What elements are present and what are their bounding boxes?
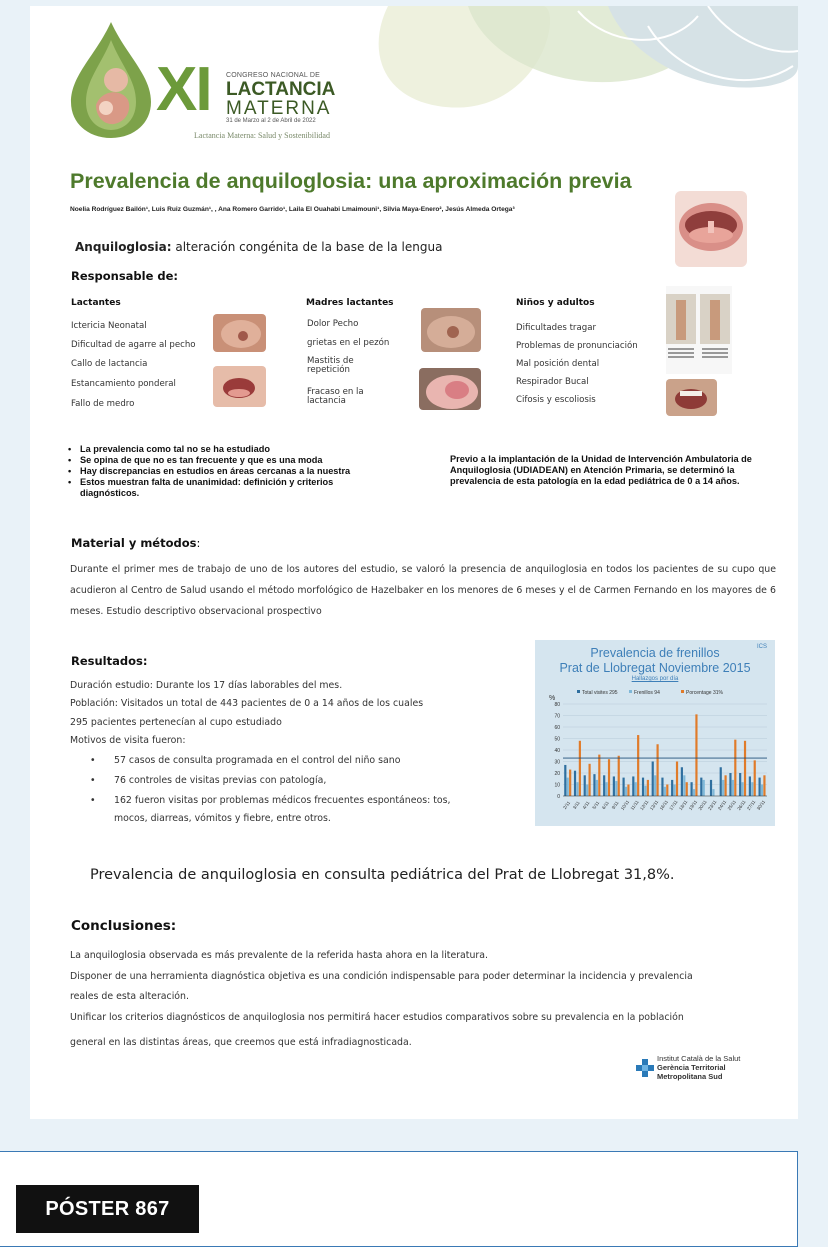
conclusion-line: reales de esta alteración. [70,991,189,1002]
y-tick-label: 50 [554,736,560,743]
x-tick-label: 23/11 [707,799,718,812]
column-header-lactantes: Lactantes [71,298,121,308]
bar [608,759,610,796]
bar [652,762,654,797]
posture-figure [666,286,732,374]
bar [671,780,673,796]
bar [584,775,586,796]
x-tick-label: 5/11 [591,800,601,811]
x-tick-label: 4/11 [581,800,591,811]
bar [754,760,756,796]
responsible-heading: Responsable de: [71,269,179,283]
bar [654,775,656,796]
bar [593,774,595,796]
bar [751,782,753,796]
bar [661,778,663,796]
bar [674,785,676,797]
list-item: Mastitis de repetición [307,356,354,376]
bar [579,741,581,796]
institution-line3: Metropolitana Sud [657,1072,723,1081]
chart-subtitle: Prat de Llobregat Noviembre 2015 [559,661,751,675]
bar [642,778,644,796]
results-bullet-text: 57 casos de consulta programada en el control del niño sano [114,755,401,766]
y-tick-label: 20 [554,771,560,777]
results-bullet-text: 162 fueron visitas por problemas médicos frecuentes espontáneos: tos, [114,795,451,806]
bar [576,782,578,796]
chart-plot [535,640,775,826]
results-line: 295 pacientes pertenecían al cupo estudiado [70,717,282,728]
methods-text: Durante el primer mes de trabajo de uno de los autores del estudio, se valoró la presencia de anquiloglosia en todos los pacientes de su cupo que acudieron al Centro de Salud usando el método morfológico de Hazelbaker en los menores de 6 meses y el de Carmen Fernando en los mayores de 6 meses. Estudio descriptivo observacional prospectivo [70,564,776,617]
bar [586,785,588,797]
x-tick-label: 13/11 [648,799,660,812]
bar [695,714,697,796]
y-tick-label: 70 [554,713,560,720]
congress-tagline: Lactancia Materna: Salud y Sostenibilidad [194,131,330,140]
x-tick-label: 2/11 [562,800,572,811]
legend-label: Frenillos 94 [634,690,660,696]
bar [761,785,763,797]
x-tick-label: 18/11 [678,799,689,812]
list-item: Mal posición dental [516,359,600,369]
chart-corner-logo: ICS [756,644,767,650]
bar [703,780,705,796]
objective-text: Previo a la implantación de la Unidad de Intervención Ambulatoria de Anquiloglosia (UDIADEAN) en Atención Primaria, se determinó la prevalencia de esta patología en la edad pediátrica de 0 a 14 años. [450,454,752,486]
bar [657,744,659,796]
conclusion-line: Disponer de una herramienta diagnóstica objetiva es una condición indispensable para poder determinar la incidencia y prevalencia [70,971,693,982]
x-tick-label: 9/11 [610,800,620,811]
bar [693,789,695,796]
bar [606,782,608,796]
y-tick-label: 10 [554,782,560,789]
y-tick-label: 80 [554,702,560,708]
bar [732,780,734,796]
legend-swatch [577,690,580,693]
bar [681,767,683,796]
header-decoration [348,6,798,126]
child-mouth-photo [666,379,717,416]
authors: Noelia Rodríguez Bailón¹, Luis Ruiz Guzmán¹, , Ana Romero Garrido¹, Laila El Ouahabi Lmaimouni¹, Silvia Maya-Enero², Jesús Almeda Ortega³ [70,206,515,213]
poster: XI CONGRESO NACIONAL DE LACTANCIA MATERNA 31 de Marzo al 2 de Abril de 2022 Lactancia Materna: Salud y Sostenibilidad Prevalencia de anquiloglosia: una aproximación previa Noelia Rodríguez Bailón¹, Luis Ruiz Guzmán¹, , Ana Romero Garrido¹, Laila El Ouahabi Lmaimouni¹, Silvia Maya-Enero², Jesús Almeda Ortega³ Anquiloglosia: alteración congénita de la base de la lengua Responsable de: Lactantes Ictericia Neonatal Dificultad de agarre al pecho Callo de lactancia Estancamiento ponderal Fallo de medro Madres lactantes Dolor Pecho grietas en el pezón Mastitis de repetición Fracaso en la lactancia Niños y adultos Dificultades tragar Problemas de pronunciación Mal posición dental Respirador Bucal Cifosis y escoliosis • La prevalencia como tal no se ha estudiado • Se opina de que no es tan frecuente y que es una moda • Hay discrepancias en estudios en áreas cercanas a la nuestra • Estos muestran falta de unanimidad: definición y criterios diagnósticos. Previo a la implantación de la Unidad de Intervención Ambulatoria de Anquiloglosia (UDIADEAN) en Atención Primaria, se determinó la prevalencia de esta patología en la edad pediátrica de 0 a 14 años. Material y métodos: Durante el primer mes de trabajo de uno de los autores del estudio, se valoró la presencia de anquiloglosia en todos los pacientes de su cupo que acudieron al Centro de Salud usando el método morfológico de Hazelbaker en los menores de 6 meses y el de Carmen Fernando en los mayores de 6 meses. Estudio descriptivo observacional prospectivo Resultados: Duración estudio: Durante los 17 días laborables del mes. Población: Visitados un total de 443 pacientes de 0 a 14 años de los cuales 295 pacientes pertenecían al cupo estudiado Motivos de visita fueron: • 57 casos de consulta programada en el control del niño sano • 76 controles de visitas previas con patología, • 162 fueron visitas por problemas médicos frecuentes espontáneos: tos, mocos, diarreas, vómitos y fiebre, entre otros. Prevalencia de frenillos Prat de Llobregat Noviembre 2015 Hallazgos por día ICS Total visites 295 Frenillos 94 Porcentage 31% % 0 10 20 30 40 50 60 70 80 2/11 3/11 4/11 5/11 6/11 9/11 10/11 11/11 12/11 13/11 16/11 17/11 18/11 19/11 20/11 23/11 24/11 25/11 26/11 27/11 30/11 Prevalencia de anquiloglosia en consulta pediátrica del Prat de Llobregat 31,8%. Conclusiones: La anquiloglosia observada es más prevalente de la referida hasta ahora en la literatura. Disponer de una herramienta diagnóstica objetiva es una condición indispensable para poder determinar la incidencia y prevalencia reales de esta alteración. Unificar los criterios diagnósticos de anquiloglosia nos permitirá hacer estudios comparativos sobre su prevalencia en la población general en las distintas áreas, que creemos que está infradiagnosticada. Institut Català de la Salut Gerència Territorial Metropolitana Sud [30,6,798,1119]
bar [618,756,620,796]
bar [596,780,598,796]
bar [627,785,629,797]
legend-label: Total visites 295 [582,690,618,696]
breast-photo [213,314,266,352]
conclusion-line: Unificar los criterios diagnósticos de anquiloglosia nos permitirá hacer estudios comparativos sobre su prevalencia en la población [70,1012,684,1023]
bar [632,776,634,796]
health-cross-icon [635,1058,655,1078]
bar [615,781,617,796]
x-tick-label: 25/11 [726,799,737,812]
legend-swatch [629,690,632,693]
list-item: • Estos muestran falta de unanimidad: definición y criterios diagnósticos. [68,477,388,499]
y-tick-label: 40 [554,748,560,754]
chart-link[interactable]: Hallazgos por día [631,676,679,682]
institution-line1: Institut Català de la Salut [657,1054,741,1063]
poster-number-label: PÓSTER 867 [16,1185,199,1233]
bar [710,780,712,796]
bar [722,780,724,796]
bar [647,780,649,796]
list-item: • Se opina de que no es tan frecuente y que es una moda [68,455,388,466]
prevalence-chart [535,640,775,826]
list-item: Callo de lactancia [71,359,148,369]
list-item: Fracaso en la lactancia [307,387,364,407]
y-tick-label: 0 [557,794,560,800]
nipple-photo [421,308,481,352]
x-tick-label: 3/11 [571,800,581,811]
bar [739,773,741,796]
list-item: Fallo de medro [71,399,135,409]
bar [603,775,605,796]
tongue-tie-photo [675,191,747,267]
bar [683,775,685,796]
bar [644,786,646,796]
y-tick-label: 30 [554,759,560,766]
congress-line3: MATERNA [226,98,332,119]
bar [635,782,637,796]
bar [712,789,714,796]
institution-line2: Gerència Territorial [657,1063,726,1072]
list-item: Ictericia Neonatal [71,321,147,331]
bar [734,740,736,796]
bar [763,775,765,796]
x-tick-label: 30/11 [755,799,767,812]
results-line: Población: Visitados un total de 443 pacientes de 0 a 14 años de los cuales [70,698,424,709]
y-tick-label: 60 [554,725,560,731]
bar [729,773,731,796]
bar [700,778,702,796]
legend-label: Porcentage 31% [686,690,723,696]
x-tick-label: 10/11 [619,799,631,812]
list-item: • La prevalencia como tal no se ha estudiado [68,444,388,455]
conclusion-line: general en las distintas áreas, que creemos que está infradiagnosticada. [70,1037,412,1048]
bar [666,785,668,797]
list-item: Dificultad de agarre al pecho [71,340,196,350]
x-tick-label: 6/11 [601,800,610,811]
poster-title: Prevalencia de anquiloglosia: una aproximación previa [70,169,632,193]
bar [720,767,722,796]
column-header-madres: Madres lactantes [306,298,394,308]
list-item: Dolor Pecho [307,319,359,329]
mother-child-drop-icon [66,20,156,140]
conclusions-heading: Conclusiones: [71,918,177,934]
bar [567,778,569,796]
legend-swatch [681,690,684,693]
results-bullet-text: 76 controles de visitas previas con patología, [114,775,327,786]
methods-heading-colon: : [196,536,201,550]
x-tick-label: 16/11 [658,799,669,812]
bar [613,776,615,796]
x-tick-label: 24/11 [716,799,728,812]
list-item: Respirador Bucal [516,377,589,387]
list-item: Cifosis y escoliosis [516,395,596,405]
main-result: Prevalencia de anquiloglosia en consulta pediátrica del Prat de Llobregat 31,8%. [90,867,675,883]
bar [686,782,688,796]
baby-mouth-photo [213,366,266,407]
background-bullets [68,444,388,499]
x-tick-label: 20/11 [697,799,708,812]
bar [676,762,678,797]
list-item: • Hay discrepancias en estudios en áreas cercanas a la nuestra [68,466,388,477]
list-item: Dificultades tragar [516,323,596,333]
methods-heading-text: Material y métodos [71,536,197,550]
x-tick-label: 11/11 [629,799,640,811]
congress-dates: 31 de Marzo al 2 de Abril de 2022 [226,118,316,124]
bar [598,755,600,796]
results-bullet-text: mocos, diarreas, vómitos y fiebre, entre otros. [114,813,331,824]
column-header-ninos: Niños y adultos [516,298,595,308]
bar [569,770,571,796]
list-item: grietas en el pezón [307,338,390,348]
bar [589,764,591,796]
congress-roman-numeral: XI [156,55,211,124]
y-axis-label: % [549,695,556,702]
bar [574,771,576,796]
bar [637,735,639,796]
methods-heading [71,536,200,550]
x-tick-label: 12/11 [639,799,650,812]
x-tick-label: 27/11 [746,799,757,812]
bar [742,782,744,796]
list-item: Problemas de pronunciación [516,341,638,351]
bar [664,787,666,796]
results-line: Motivos de visita fueron: [70,735,186,746]
bar [725,775,727,796]
results-line: Duración estudio: Durante los 17 días laborables del mes. [70,680,343,691]
list-item: Estancamiento ponderal [71,379,176,389]
bar [749,776,751,796]
results-heading: Resultados: [71,654,148,668]
x-tick-label: 17/11 [668,799,679,812]
bar [625,787,627,796]
bar [564,765,566,796]
chart-title: Prevalencia de frenillos [590,646,720,660]
x-tick-label: 19/11 [687,799,699,812]
congress-line2: LACTANCIA [226,79,336,100]
bar [623,778,625,796]
congress-logo [66,14,376,144]
conclusion-line: La anquiloglosia observada es más prevalente de la referida hasta ahora en la literatura. [70,950,489,961]
x-tick-label: 26/11 [736,799,747,812]
definition-term: Anquiloglosia: [75,240,172,254]
bar [691,782,693,796]
congress-line1: CONGRESO NACIONAL DE [226,72,320,79]
definition [75,240,442,254]
mastitis-photo [419,368,481,410]
bar [744,741,746,796]
bar [759,778,761,796]
definition-text: alteración congénita de la base de la lengua [171,240,443,254]
